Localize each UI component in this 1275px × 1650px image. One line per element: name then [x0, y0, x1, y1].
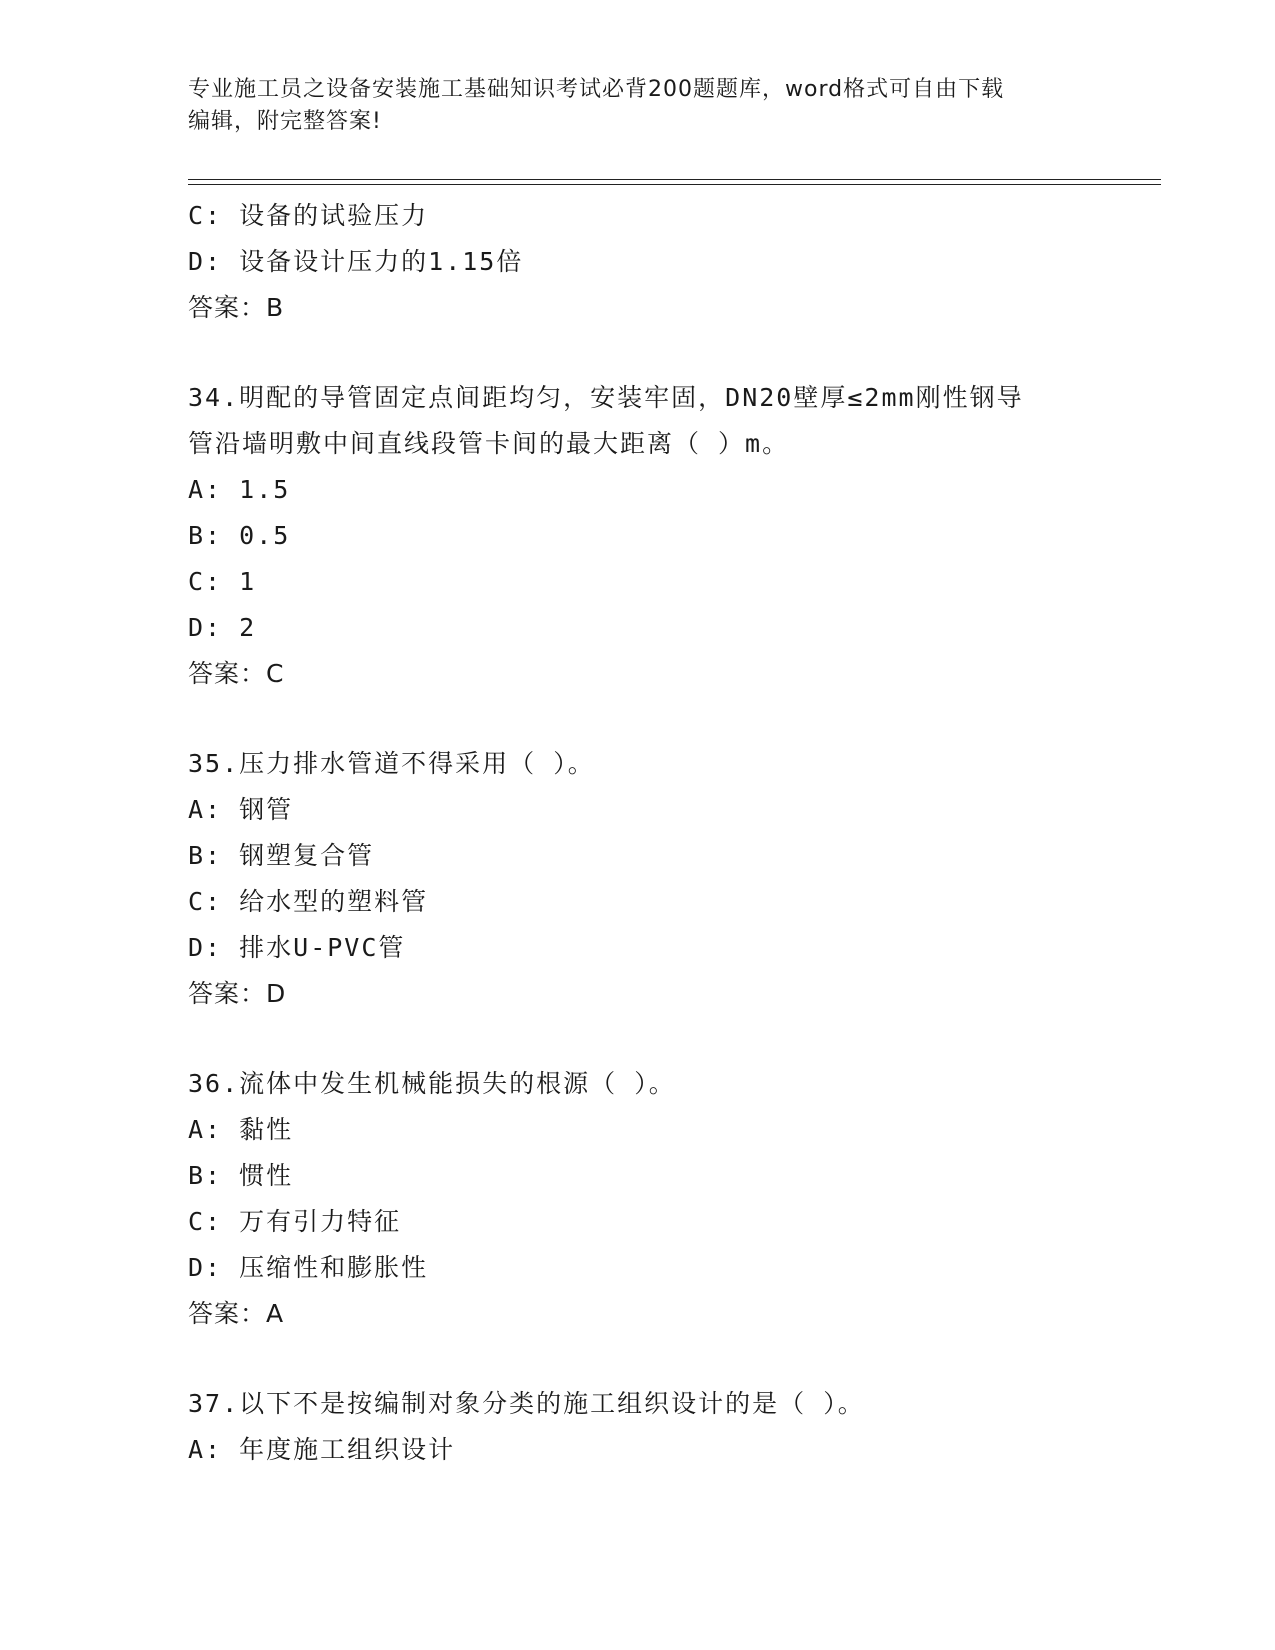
answer-label: 答案：D	[188, 979, 287, 1008]
option-b: B: 钢塑复合管	[188, 841, 375, 870]
answer-label: 答案：A	[188, 1299, 285, 1328]
option-a: A: 钢管	[188, 795, 294, 824]
option-a: A: 年度施工组织设计	[188, 1435, 456, 1464]
question-34	[188, 375, 1088, 697]
option-c: C: 万有引力特征	[188, 1207, 402, 1236]
option-a: A: 1.5	[188, 475, 291, 504]
answer-label: 答案：C	[188, 659, 285, 688]
question-stem	[188, 741, 1088, 787]
question-stem	[188, 1061, 1088, 1107]
question-37	[188, 1381, 1088, 1473]
header-divider-bottom	[188, 184, 1161, 185]
stem-line: 36.流体中发生机械能损失的根源（ ）。	[188, 1069, 676, 1098]
option-c: C: 给水型的塑料管	[188, 887, 429, 916]
document-header	[188, 74, 1088, 138]
header-divider-top	[188, 179, 1161, 180]
question-33-tail	[188, 193, 1088, 331]
option-d: D: 2	[188, 613, 257, 642]
stem-line: 34.明配的导管固定点间距均匀，安装牢固，DN20壁厚≤2mm刚性钢导	[188, 383, 1024, 412]
stem-line: 35.压力排水管道不得采用（ ）。	[188, 749, 595, 778]
stem-line: 37.以下不是按编制对象分类的施工组织设计的是（ ）。	[188, 1389, 865, 1418]
question-list	[188, 193, 1088, 1473]
option-c: C: 1	[188, 567, 257, 596]
question-35	[188, 741, 1088, 1017]
question-36	[188, 1061, 1088, 1337]
option-a: A: 黏性	[188, 1115, 294, 1144]
answer-label: 答案：B	[188, 293, 285, 322]
question-stem	[188, 1381, 1088, 1427]
option-d: D: 设备设计压力的1.15倍	[188, 247, 524, 276]
header-line-2: 编辑，附完整答案!	[188, 109, 382, 134]
option-d: D: 排水U-PVC管	[188, 933, 406, 962]
option-b: B: 0.5	[188, 521, 291, 550]
option-c: C: 设备的试验压力	[188, 201, 429, 230]
stem-line: 管沿墙明敷中间直线段管卡间的最大距离（ ）m。	[188, 429, 790, 458]
header-line-1: 专业施工员之设备安装施工基础知识考试必背200题题库，word格式可自由下载	[188, 77, 1005, 102]
option-b: B: 惯性	[188, 1161, 294, 1190]
question-stem	[188, 375, 1088, 467]
option-d: D: 压缩性和膨胀性	[188, 1253, 429, 1282]
